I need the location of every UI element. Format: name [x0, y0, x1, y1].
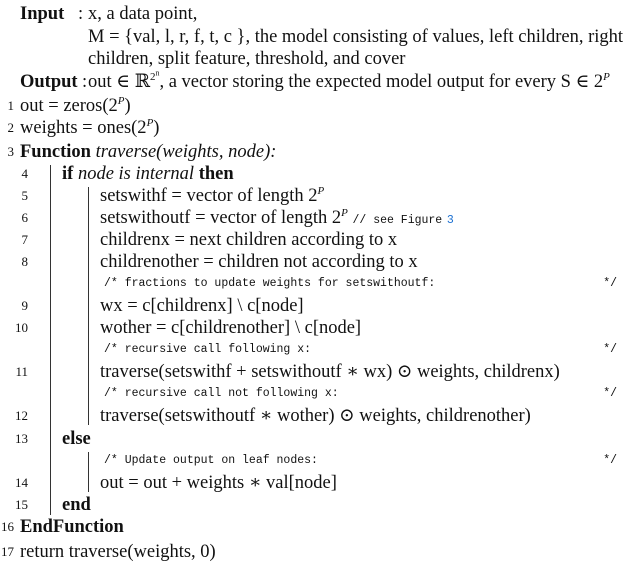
code-line: wx = c[childrenx] \ c[node] — [100, 296, 304, 316]
keyword: if — [62, 164, 74, 184]
output-label: Output — [20, 72, 78, 92]
code-line: return traverse(weights, 0) — [20, 542, 216, 562]
keyword: EndFunction — [20, 517, 124, 537]
line-number: 13 — [15, 431, 28, 446]
comment: /* recursive call not following x: — [104, 387, 339, 400]
output-text: out ∈ ℝ$^{2^n}$, a vector storing the expected model output for every S ∈ $2^P$ — [88, 68, 610, 92]
keyword: else — [62, 429, 91, 449]
line-number: 5 — [21, 188, 28, 203]
comment: /* fractions to update weights for setswithoutf: — [104, 277, 436, 290]
output-row — [0, 68, 623, 93]
input-row — [0, 3, 623, 25]
code-line: childrenother = children not according to x — [100, 252, 418, 272]
comment: /* recursive call following x: — [104, 343, 312, 356]
keyword: then — [198, 164, 234, 184]
code-line: setswithf = vector of length $2^P$ — [100, 184, 325, 206]
line-number: 2 — [7, 120, 14, 135]
line-number: 7 — [21, 232, 28, 247]
line-number: 15 — [15, 497, 28, 512]
comment-end: */ — [603, 277, 617, 290]
comment: /* Update output on leaf nodes: — [104, 454, 318, 467]
function-signature: traverse(weights, node): — [95, 142, 277, 162]
code-line: out = $zeros(2^P)$ — [20, 94, 131, 116]
keyword: Function — [20, 142, 91, 162]
output-colon: : — [82, 72, 88, 92]
figure-ref-link[interactable]: 3 — [446, 214, 454, 227]
line-number: 9 — [21, 298, 28, 313]
line-number: 3 — [7, 144, 14, 159]
line-number: 16 — [1, 519, 14, 534]
code-line: setswithoutf = vector of length $2^P$ — [100, 206, 348, 228]
line-number: 10 — [15, 320, 28, 335]
code-line: childrenx = next children according to x — [100, 230, 398, 250]
comment-end: */ — [603, 387, 617, 400]
line-number: 1 — [7, 98, 14, 113]
code-line: traverse(setswithf + setswithoutf ∗ wx) ⊙ weights, childrenx) — [100, 362, 560, 382]
line-number: 8 — [21, 254, 28, 269]
code-line: wother = c[childrenother] \ c[node] — [100, 318, 362, 338]
code-line: out = out + weights ∗ val[node] — [100, 473, 337, 493]
line-number: 14 — [15, 475, 28, 490]
comment-end: */ — [603, 454, 617, 467]
comment: // see Figure — [352, 214, 443, 227]
code-line: weights = $ones(2^P)$ — [20, 116, 160, 138]
comment-end: */ — [603, 343, 617, 356]
line-number: 6 — [21, 210, 28, 225]
line-number: 12 — [15, 408, 28, 423]
if-scope-bar — [88, 187, 89, 425]
input-colon: : — [78, 4, 84, 24]
code-line: traverse(setswithoutf ∗ wother) ⊙ weights, childrenother) — [100, 406, 531, 426]
input-line: x, a data point, — [88, 4, 198, 24]
else-scope-bar — [88, 452, 89, 492]
input-line: M = {val, l, r, f, t, c }, the model consisting of values, left children, right — [88, 27, 623, 47]
line-number: 11 — [15, 364, 28, 379]
function-scope-bar — [50, 165, 51, 515]
input-line: children, split feature, threshold, and cover — [88, 49, 406, 69]
condition: node is internal — [77, 164, 195, 184]
line-number: 4 — [21, 166, 28, 181]
input-label: Input — [20, 4, 65, 24]
line-number: 17 — [1, 544, 14, 559]
keyword: end — [62, 495, 91, 515]
